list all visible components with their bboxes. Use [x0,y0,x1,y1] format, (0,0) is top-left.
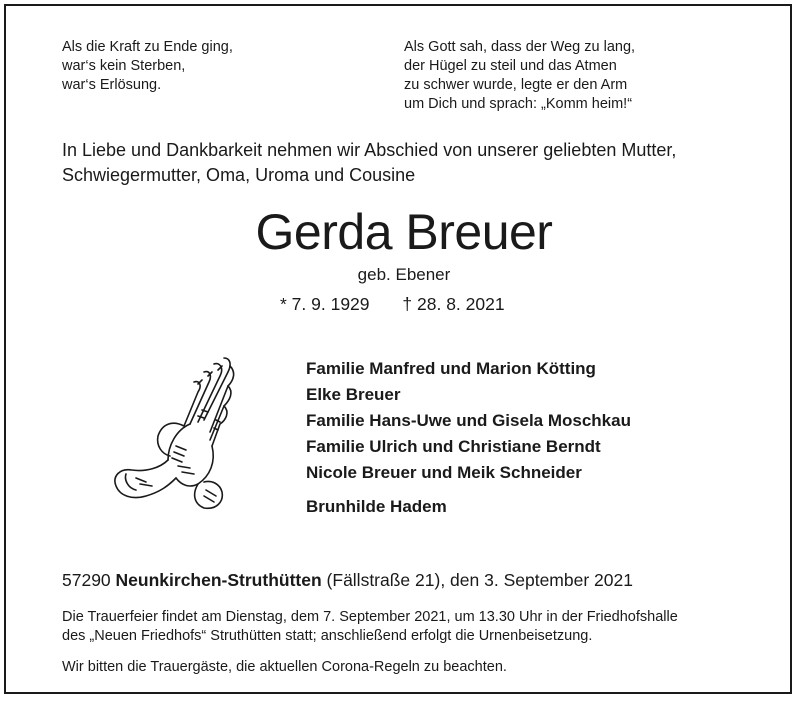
poem-line: um Dich und sprach: „Komm heim!“ [404,96,633,112]
mourner-entry: Familie Ulrich und Christiane Berndt [306,437,601,456]
death-date: † 28. 8. 2021 [402,294,505,314]
address-date: (Fällstraße 21), den 3. September 2021 [326,570,633,590]
life-dates [280,292,505,316]
mourner-list [306,356,631,520]
service-line: des „Neuen Friedhofs“ Struthütten statt; anschließend erfolgt die Urnenbeisetzung. [62,628,593,644]
poem-line: war‘s kein Sterben, [62,58,186,74]
additional-mourner: Brunhilde Hadem [306,497,447,516]
mourner-entry: Familie Hans-Uwe und Gisela Moschkau [306,411,631,430]
intro-line: In Liebe und Dankbarkeit nehmen wir Abschied von unserer geliebten Mutter, [62,140,677,160]
poem-line: der Hügel zu steil und das Atmen [404,58,617,74]
corona-note: Wir bitten die Trauergäste, die aktuellen Corona-Regeln zu beachten. [62,659,507,675]
deceased-name: Gerda Breuer [255,204,553,260]
praying-hands-icon [106,350,246,510]
service-line: Die Trauerfeier findet am Dienstag, dem 7. September 2021, um 13.30 Uhr in der Friedhofshalle [62,609,678,625]
poem-right [404,38,635,114]
postcode: 57290 [62,570,111,590]
poem-line: war‘s Erlösung. [62,77,162,93]
poem-line: Als Gott sah, dass der Weg zu lang, [404,39,636,55]
poem-left [62,38,233,95]
maiden-name: geb. Ebener [357,265,451,284]
mourner-entry: Familie Manfred und Marion Kötting [306,359,596,378]
obituary-notice [4,4,792,694]
town-name: Neunkirchen-Struthütten [115,570,322,590]
birth-date: * 7. 9. 1929 [280,294,370,314]
intro-line: Schwiegermutter, Oma, Uroma und Cousine [62,165,416,185]
mourner-entry: Elke Breuer [306,385,401,404]
service-info [62,608,678,646]
intro-text [62,138,676,188]
mourner-entry: Nicole Breuer und Meik Schneider [306,463,582,482]
poem-line: Als die Kraft zu Ende ging, [62,39,233,55]
place-date-line [62,568,633,592]
poem-line: zu schwer wurde, legte er den Arm [404,77,628,93]
